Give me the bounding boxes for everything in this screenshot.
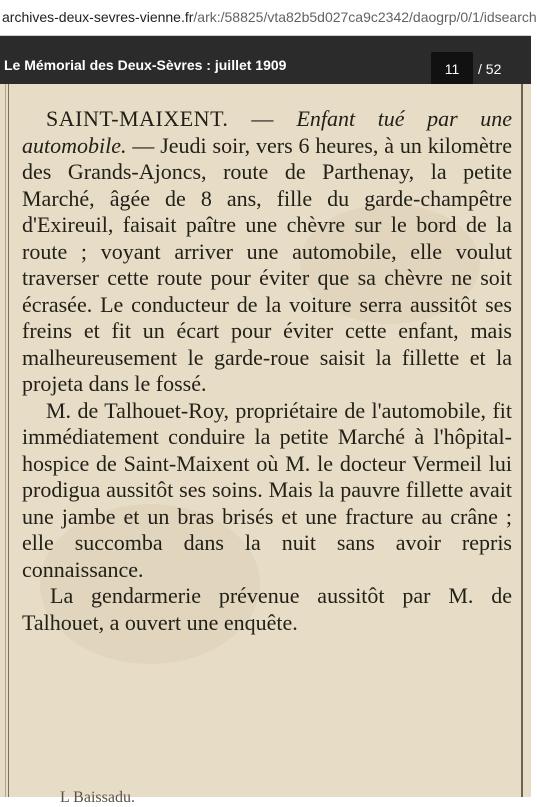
current-page-input[interactable]: 11 <box>431 52 473 86</box>
url-path: /ark:/58825/vta82b5d027ca9c2342/daogrp/0/1/idsearch <box>193 9 537 25</box>
article-headline: Enfant tué par une automobile. <box>22 106 512 158</box>
cut-off-text: L Baissadu. <box>60 789 135 806</box>
news-article <box>22 106 512 636</box>
article-place: SAINT-MAIXENT. — <box>46 106 274 131</box>
viewer-toolbar <box>0 36 531 84</box>
article-paragraph: M. de Talhouet-Roy, propriétaire de l'automobile, fit immédiatement conduire la petite Marché à l'hôpital-hospice de Saint-Maixent où M. le docteur Vermeil lui prodigua aussitôt ses soins. Mais la pauvre fillette avait une jambe et un bras brisés et une fracture au crâne ; elle succomba dans la nuit sans avoir repris connaissance. <box>22 397 512 582</box>
column-rule <box>5 84 6 797</box>
browser-address-bar[interactable] <box>0 0 537 36</box>
url-text[interactable] <box>2 9 537 25</box>
document-title: Le Mémorial des Deux-Sèvres : juillet 1909 <box>4 57 287 73</box>
article-paragraph: La gendarmerie prévenue aussitôt par M. de Talhouet, a ouvert une enquête. <box>22 583 512 635</box>
column-rule <box>521 84 523 797</box>
newspaper-scan[interactable] <box>0 84 531 806</box>
url-host: archives-deux-sevres-vienne.fr <box>2 9 194 25</box>
article-body: — Jeudi soir, vers 6 heures, à un kilomètre des Grands-Ajoncs, route de Parthenay, la petite Marché, âgée de 8 ans, fille du garde-champêtre d'Exireuil, faisait paître une chèvre sur le bord de la route ; voyant arriver une automobile, elle voulut traverser cette route pour éviter que sa chèvre ne soit écrasée. Le conducteur de la voiture serra aussitôt ses freins et fit un écart pour éviter cette enfant, mais malheureusement le garde-roue saisit la fillette et la projeta dans le fossé. <box>22 132 512 396</box>
article-paragraph <box>22 106 512 398</box>
column-rule <box>8 84 9 797</box>
total-pages-label: / 52 <box>478 61 502 77</box>
